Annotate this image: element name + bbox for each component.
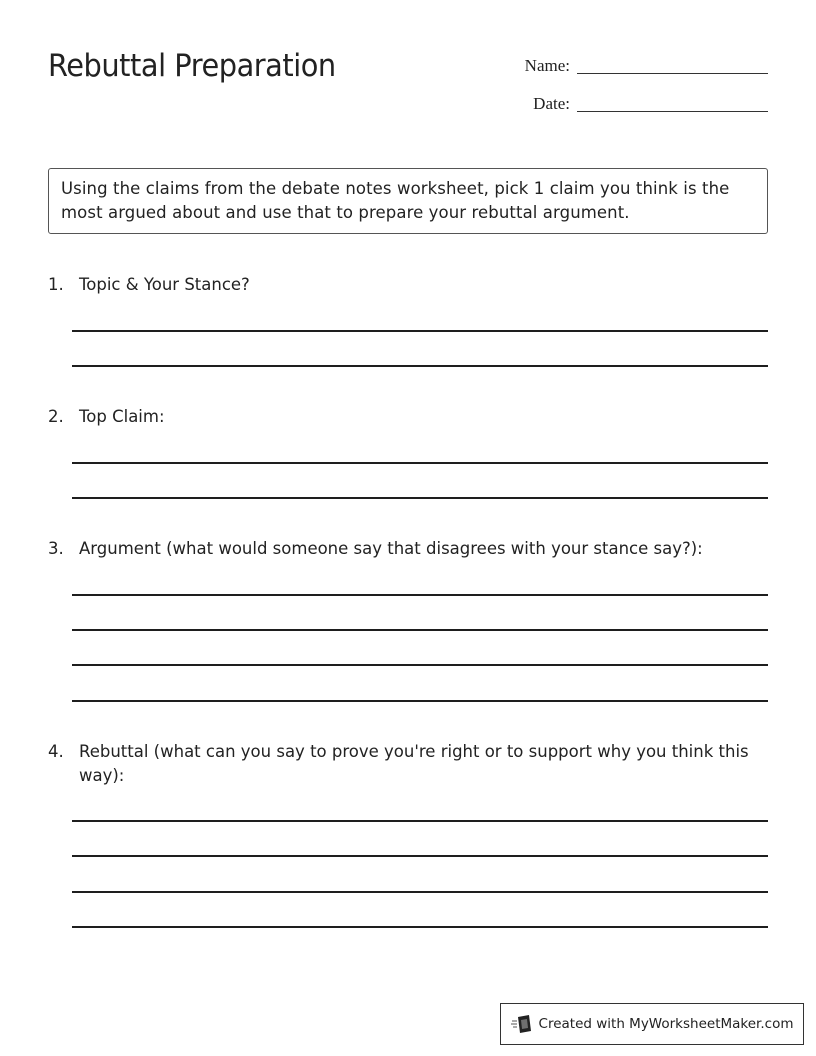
footer-badge[interactable]: [500, 1003, 804, 1045]
answer-line-1-2[interactable]: [72, 365, 768, 367]
answer-line-1-1[interactable]: [72, 330, 768, 332]
answer-line-3-1[interactable]: [72, 594, 768, 596]
instructions-box: Using the claims from the debate notes worksheet, pick 1 claim you think is the most argued about and use that to prepare your rebuttal argument.: [48, 168, 768, 234]
answer-line-3-2[interactable]: [72, 629, 768, 631]
question-label: Topic & Your Stance?: [79, 275, 250, 294]
question-label: Top Claim:: [79, 407, 165, 426]
question-label: Argument (what would someone say that disagrees with your stance say?):: [79, 539, 703, 558]
date-field[interactable]: [500, 90, 768, 114]
name-field[interactable]: [500, 52, 768, 76]
answer-line-3-3[interactable]: [72, 664, 768, 666]
answer-line-4-1[interactable]: [72, 820, 768, 822]
name-input-line[interactable]: [577, 72, 768, 74]
answer-line-3-4[interactable]: [72, 700, 768, 702]
answer-line-4-2[interactable]: [72, 855, 768, 857]
footer-text: Created with MyWorksheetMaker.com: [538, 1016, 794, 1032]
worksheet-maker-logo-icon: [511, 1013, 533, 1035]
answer-line-4-4[interactable]: [72, 926, 768, 928]
question-number: 4.: [48, 742, 64, 761]
name-label: Name:: [524, 56, 570, 75]
date-input-line[interactable]: [577, 110, 768, 112]
question-3: [48, 537, 768, 561]
question-2: [48, 405, 768, 429]
question-label: Rebuttal (what can you say to prove you're right or to support why you think this way):: [79, 742, 749, 785]
question-number: 1.: [48, 275, 64, 294]
question-1: [48, 273, 768, 297]
question-4: [48, 740, 768, 788]
page-title: Rebuttal Preparation: [48, 48, 336, 84]
answer-line-2-2[interactable]: [72, 497, 768, 499]
answer-line-2-1[interactable]: [72, 462, 768, 464]
question-number: 2.: [48, 407, 64, 426]
answer-line-4-3[interactable]: [72, 891, 768, 893]
date-label: Date:: [533, 94, 570, 113]
question-number: 3.: [48, 539, 64, 558]
